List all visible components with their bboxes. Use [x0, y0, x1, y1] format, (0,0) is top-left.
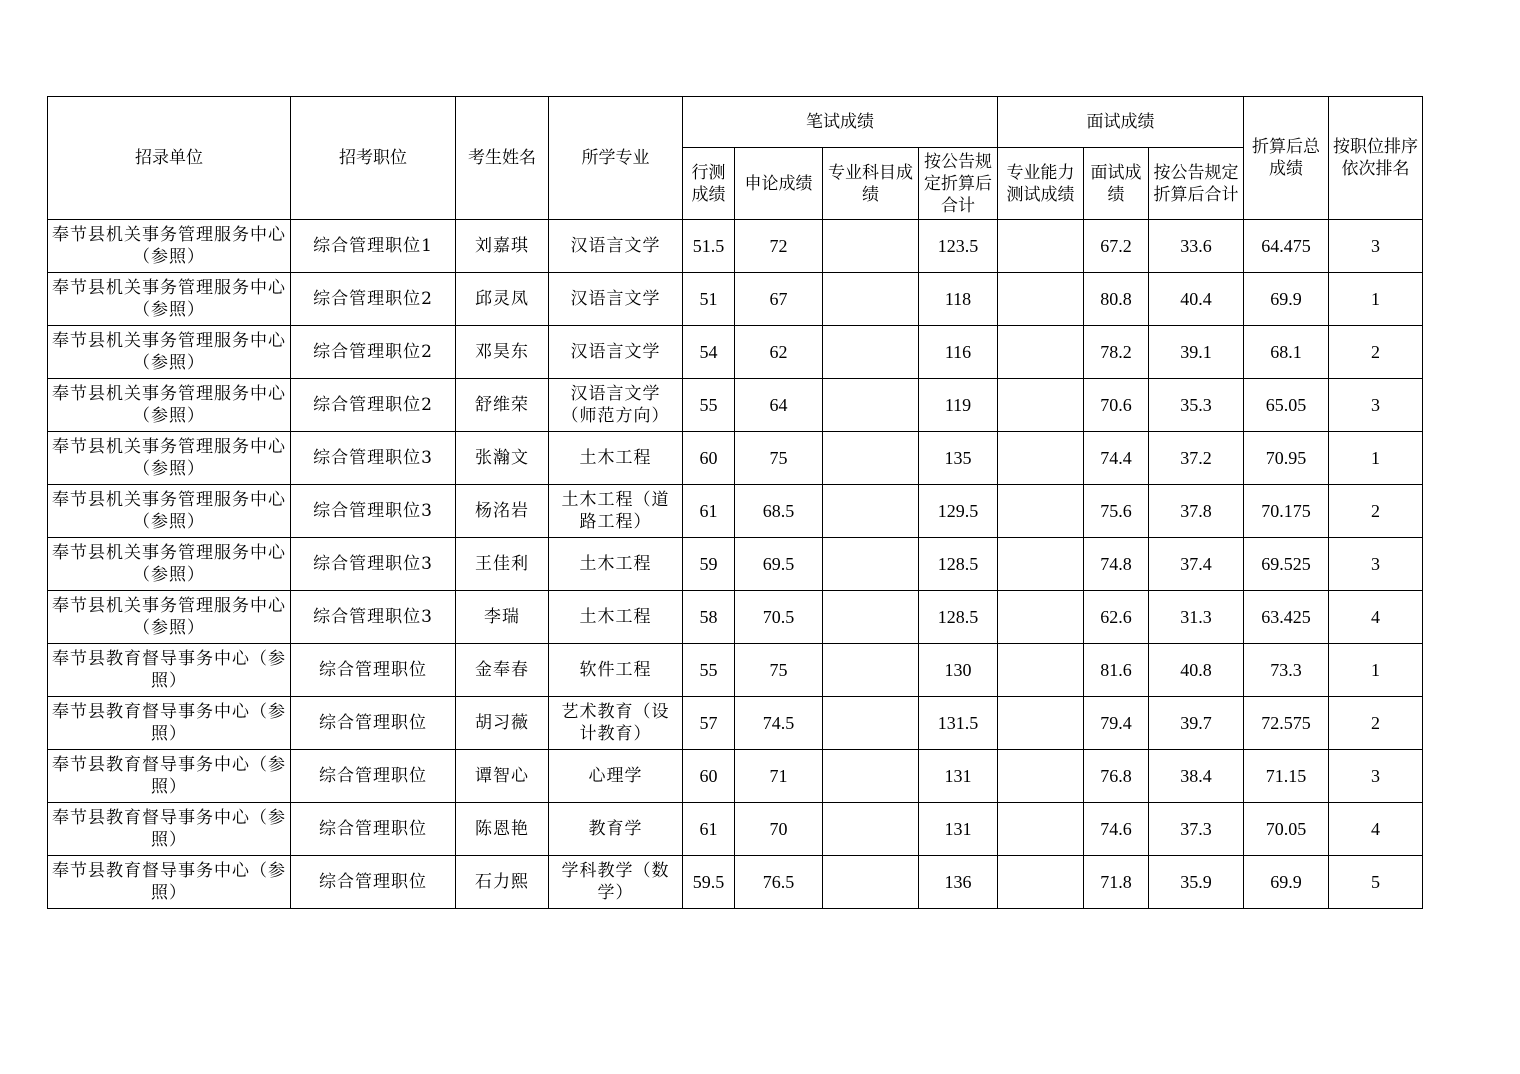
- cell-major: 汉语言文学（师范方向）: [549, 379, 683, 432]
- cell-xingce: 60: [683, 750, 735, 803]
- cell-unit: 奉节县机关事务管理服务中心（参照）: [48, 326, 291, 379]
- cell-interview: 74.8: [1084, 538, 1149, 591]
- header-rank: 按职位排序依次排名: [1329, 97, 1423, 220]
- header-written-converted: [919, 148, 998, 220]
- cell-rank: 2: [1329, 485, 1423, 538]
- cell-interview-converted: 37.3: [1149, 803, 1244, 856]
- header-xingce: 行测成绩: [683, 148, 735, 220]
- cell-shenlun: 75: [735, 644, 823, 697]
- cell-unit: 奉节县机关事务管理服务中心（参照）: [48, 591, 291, 644]
- cell-xingce: 57: [683, 697, 735, 750]
- cell-shenlun: 70: [735, 803, 823, 856]
- cell-written-converted: 131: [919, 803, 998, 856]
- cell-interview-converted: 37.2: [1149, 432, 1244, 485]
- cell-unit: 奉节县机关事务管理服务中心（参照）: [48, 379, 291, 432]
- cell-interview: 67.2: [1084, 220, 1149, 273]
- cell-name: 张瀚文: [456, 432, 549, 485]
- cell-interview-converted: 39.7: [1149, 697, 1244, 750]
- cell-major: 汉语言文学: [549, 273, 683, 326]
- cell-total: 69.9: [1244, 856, 1329, 909]
- score-table: [47, 96, 1423, 909]
- cell-ability-test: [998, 644, 1084, 697]
- header-interview-group: 面试成绩: [998, 97, 1244, 148]
- cell-interview-converted: 37.8: [1149, 485, 1244, 538]
- cell-shenlun: 75: [735, 432, 823, 485]
- cell-interview: 76.8: [1084, 750, 1149, 803]
- cell-rank: 3: [1329, 379, 1423, 432]
- cell-ability-test: [998, 803, 1084, 856]
- cell-professional: [823, 220, 919, 273]
- table-row: [48, 856, 1423, 909]
- cell-shenlun: 67: [735, 273, 823, 326]
- table-row: [48, 697, 1423, 750]
- header-shenlun: 申论成绩: [735, 148, 823, 220]
- cell-major: 土木工程: [549, 538, 683, 591]
- header-total: 折算后总成绩: [1244, 97, 1329, 220]
- cell-unit: 奉节县机关事务管理服务中心（参照）: [48, 432, 291, 485]
- cell-name: 邱灵凤: [456, 273, 549, 326]
- header-interview: 面试成绩: [1084, 148, 1149, 220]
- cell-name: 胡习薇: [456, 697, 549, 750]
- cell-rank: 3: [1329, 220, 1423, 273]
- cell-shenlun: 72: [735, 220, 823, 273]
- cell-written-converted: 128.5: [919, 538, 998, 591]
- cell-position: 综合管理职位2: [291, 326, 456, 379]
- cell-shenlun: 69.5: [735, 538, 823, 591]
- table-row: [48, 538, 1423, 591]
- cell-total: 69.9: [1244, 273, 1329, 326]
- cell-interview-converted: 37.4: [1149, 538, 1244, 591]
- cell-written-converted: 131.5: [919, 697, 998, 750]
- cell-shenlun: 71: [735, 750, 823, 803]
- table-row: [48, 326, 1423, 379]
- cell-name: 石力熙: [456, 856, 549, 909]
- cell-interview-converted: 38.4: [1149, 750, 1244, 803]
- cell-professional: [823, 326, 919, 379]
- cell-professional: [823, 591, 919, 644]
- cell-xingce: 59: [683, 538, 735, 591]
- cell-unit: 奉节县机关事务管理服务中心（参照）: [48, 273, 291, 326]
- cell-unit: 奉节县机关事务管理服务中心（参照）: [48, 485, 291, 538]
- cell-ability-test: [998, 432, 1084, 485]
- cell-ability-test: [998, 485, 1084, 538]
- cell-rank: 4: [1329, 803, 1423, 856]
- cell-rank: 3: [1329, 538, 1423, 591]
- cell-ability-test: [998, 538, 1084, 591]
- cell-total: 68.1: [1244, 326, 1329, 379]
- cell-professional: [823, 432, 919, 485]
- cell-major: 软件工程: [549, 644, 683, 697]
- cell-written-converted: 128.5: [919, 591, 998, 644]
- cell-total: 70.175: [1244, 485, 1329, 538]
- cell-total: 63.425: [1244, 591, 1329, 644]
- cell-position: 综合管理职位: [291, 856, 456, 909]
- cell-professional: [823, 538, 919, 591]
- cell-name: 李瑞: [456, 591, 549, 644]
- header-unit: 招录单位: [48, 97, 291, 220]
- cell-written-converted: 118: [919, 273, 998, 326]
- table-row: [48, 273, 1423, 326]
- header-professional: 专业科目成绩: [823, 148, 919, 220]
- cell-position: 综合管理职位3: [291, 591, 456, 644]
- cell-shenlun: 64: [735, 379, 823, 432]
- cell-position: 综合管理职位3: [291, 432, 456, 485]
- cell-xingce: 58: [683, 591, 735, 644]
- cell-written-converted: 116: [919, 326, 998, 379]
- cell-professional: [823, 803, 919, 856]
- cell-total: 64.475: [1244, 220, 1329, 273]
- table-row: [48, 432, 1423, 485]
- cell-rank: 2: [1329, 326, 1423, 379]
- cell-professional: [823, 697, 919, 750]
- cell-position: 综合管理职位: [291, 803, 456, 856]
- cell-position: 综合管理职位2: [291, 273, 456, 326]
- cell-interview-converted: 35.9: [1149, 856, 1244, 909]
- cell-interview: 75.6: [1084, 485, 1149, 538]
- header-ability-test: 专业能力测试成绩: [998, 148, 1084, 220]
- cell-shenlun: 76.5: [735, 856, 823, 909]
- cell-position: 综合管理职位: [291, 750, 456, 803]
- cell-name: 舒维荣: [456, 379, 549, 432]
- cell-written-converted: 123.5: [919, 220, 998, 273]
- cell-xingce: 61: [683, 803, 735, 856]
- cell-total: 65.05: [1244, 379, 1329, 432]
- cell-major: 土木工程（道路工程）: [549, 485, 683, 538]
- cell-unit: 奉节县教育督导事务中心（参照）: [48, 750, 291, 803]
- cell-name: 王佳利: [456, 538, 549, 591]
- cell-interview: 71.8: [1084, 856, 1149, 909]
- table-row: [48, 591, 1423, 644]
- cell-position: 综合管理职位2: [291, 379, 456, 432]
- cell-name: 刘嘉琪: [456, 220, 549, 273]
- cell-position: 综合管理职位1: [291, 220, 456, 273]
- cell-xingce: 51.5: [683, 220, 735, 273]
- cell-professional: [823, 856, 919, 909]
- cell-xingce: 55: [683, 644, 735, 697]
- cell-rank: 1: [1329, 273, 1423, 326]
- cell-interview-converted: 39.1: [1149, 326, 1244, 379]
- cell-total: 70.05: [1244, 803, 1329, 856]
- cell-interview: 70.6: [1084, 379, 1149, 432]
- cell-ability-test: [998, 591, 1084, 644]
- cell-major: 土木工程: [549, 591, 683, 644]
- cell-major: 教育学: [549, 803, 683, 856]
- cell-rank: 5: [1329, 856, 1423, 909]
- table-row: [48, 220, 1423, 273]
- cell-ability-test: [998, 750, 1084, 803]
- cell-xingce: 55: [683, 379, 735, 432]
- cell-interview: 74.6: [1084, 803, 1149, 856]
- cell-unit: 奉节县教育督导事务中心（参照）: [48, 856, 291, 909]
- cell-interview: 79.4: [1084, 697, 1149, 750]
- cell-written-converted: 136: [919, 856, 998, 909]
- cell-shenlun: 70.5: [735, 591, 823, 644]
- table-row: [48, 644, 1423, 697]
- cell-xingce: 51: [683, 273, 735, 326]
- cell-interview: 74.4: [1084, 432, 1149, 485]
- cell-total: 69.525: [1244, 538, 1329, 591]
- cell-total: 70.95: [1244, 432, 1329, 485]
- cell-position: 综合管理职位: [291, 697, 456, 750]
- header-written-group: 笔试成绩: [683, 97, 998, 148]
- cell-ability-test: [998, 697, 1084, 750]
- cell-unit: 奉节县教育督导事务中心（参照）: [48, 803, 291, 856]
- cell-written-converted: 135: [919, 432, 998, 485]
- cell-position: 综合管理职位3: [291, 538, 456, 591]
- cell-unit: 奉节县机关事务管理服务中心（参照）: [48, 220, 291, 273]
- cell-name: 邓昊东: [456, 326, 549, 379]
- cell-total: 73.3: [1244, 644, 1329, 697]
- cell-ability-test: [998, 220, 1084, 273]
- cell-position: 综合管理职位: [291, 644, 456, 697]
- cell-major: 汉语言文学: [549, 326, 683, 379]
- cell-interview-converted: 31.3: [1149, 591, 1244, 644]
- cell-rank: 1: [1329, 644, 1423, 697]
- cell-professional: [823, 273, 919, 326]
- cell-interview-converted: 35.3: [1149, 379, 1244, 432]
- cell-professional: [823, 750, 919, 803]
- header-name: 考生姓名: [456, 97, 549, 220]
- cell-interview-converted: 40.4: [1149, 273, 1244, 326]
- cell-interview-converted: 33.6: [1149, 220, 1244, 273]
- header-major: 所学专业: [549, 97, 683, 220]
- cell-unit: 奉节县教育督导事务中心（参照）: [48, 644, 291, 697]
- cell-name: 陈恩艳: [456, 803, 549, 856]
- header-interview-converted: 按公告规定折算后合计: [1149, 148, 1244, 220]
- table-row: [48, 803, 1423, 856]
- cell-professional: [823, 485, 919, 538]
- cell-rank: 1: [1329, 432, 1423, 485]
- cell-major: 心理学: [549, 750, 683, 803]
- cell-ability-test: [998, 379, 1084, 432]
- cell-ability-test: [998, 326, 1084, 379]
- cell-interview: 81.6: [1084, 644, 1149, 697]
- table-row: [48, 750, 1423, 803]
- cell-total: 71.15: [1244, 750, 1329, 803]
- cell-xingce: 59.5: [683, 856, 735, 909]
- cell-interview-converted: 40.8: [1149, 644, 1244, 697]
- header-row-1: [48, 97, 1423, 148]
- cell-name: 杨洺岩: [456, 485, 549, 538]
- cell-unit: 奉节县教育督导事务中心（参照）: [48, 697, 291, 750]
- cell-major: 艺术教育（设计教育）: [549, 697, 683, 750]
- cell-ability-test: [998, 856, 1084, 909]
- cell-total: 72.575: [1244, 697, 1329, 750]
- cell-name: 金奉春: [456, 644, 549, 697]
- cell-xingce: 54: [683, 326, 735, 379]
- cell-written-converted: 130: [919, 644, 998, 697]
- cell-unit: 奉节县机关事务管理服务中心（参照）: [48, 538, 291, 591]
- cell-professional: [823, 644, 919, 697]
- cell-rank: 2: [1329, 697, 1423, 750]
- cell-shenlun: 62: [735, 326, 823, 379]
- table-row: [48, 485, 1423, 538]
- cell-position: 综合管理职位3: [291, 485, 456, 538]
- cell-xingce: 61: [683, 485, 735, 538]
- cell-rank: 4: [1329, 591, 1423, 644]
- cell-written-converted: 119: [919, 379, 998, 432]
- table-body: [48, 220, 1423, 909]
- header-position: 招考职位: [291, 97, 456, 220]
- header-written-converted-text: 按公告规定折算后合计: [924, 151, 992, 216]
- cell-rank: 3: [1329, 750, 1423, 803]
- cell-ability-test: [998, 273, 1084, 326]
- cell-xingce: 60: [683, 432, 735, 485]
- cell-professional: [823, 379, 919, 432]
- cell-major: 汉语言文学: [549, 220, 683, 273]
- cell-name: 谭智心: [456, 750, 549, 803]
- cell-interview: 80.8: [1084, 273, 1149, 326]
- cell-shenlun: 68.5: [735, 485, 823, 538]
- cell-written-converted: 129.5: [919, 485, 998, 538]
- cell-shenlun: 74.5: [735, 697, 823, 750]
- cell-major: 学科教学（数学）: [549, 856, 683, 909]
- cell-interview: 78.2: [1084, 326, 1149, 379]
- cell-major: 土木工程: [549, 432, 683, 485]
- cell-interview: 62.6: [1084, 591, 1149, 644]
- cell-written-converted: 131: [919, 750, 998, 803]
- table-row: [48, 379, 1423, 432]
